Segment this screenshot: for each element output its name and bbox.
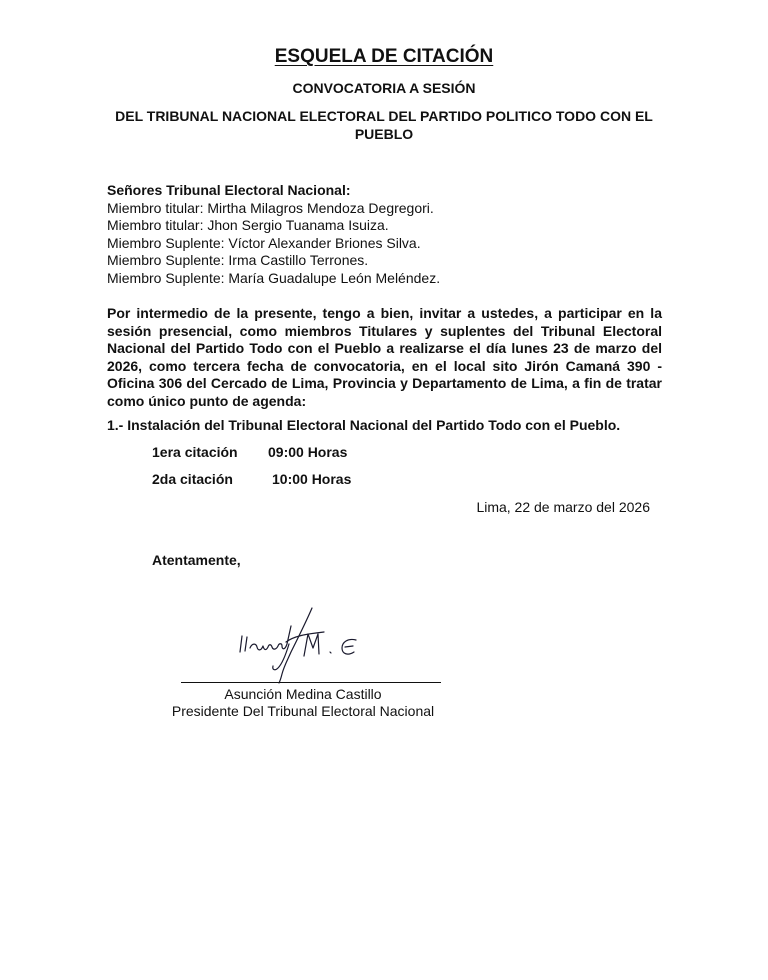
organization-heading: DEL TRIBUNAL NACIONAL ELECTORAL DEL PARTIDO POLITICO TODO CON EL PUEBLO (115, 108, 653, 142)
addressee-block (107, 182, 440, 287)
invitation-paragraph: Por intermedio de la presente, tengo a bien, invitar a ustedes, a participar en la sesión presencial, como miembros Titulares y suplentes del Tribunal Electoral Nacional del Partido Todo con el Pueblo a realizarse el día lunes 23 de marzo del 2026, como tercera fecha de convocatoria, en el local sito Jirón Camaná 390 -Oficina 306 del Cercado de Lima, Provincia y Departamento de Lima, a fin de tratar como único punto de agenda: (107, 305, 662, 409)
place-and-date: Lima, 22 de marzo del 2026 (476, 499, 650, 515)
citation-time: 09:00 Horas (268, 444, 348, 460)
member-line: Miembro titular: Jhon Sergio Tuanama Isuiza. (107, 217, 389, 233)
citation-row (152, 471, 352, 487)
handwritten-signature (228, 604, 378, 684)
citation-row (152, 444, 348, 460)
member-line: Miembro titular: Mirtha Milagros Mendoza Degregori. (107, 199, 434, 216)
agenda-item: 1.- Instalación del Tribunal Electoral Nacional del Partido Todo con el Pueblo. (107, 417, 621, 433)
member-line: Miembro Suplente: María Guadalupe León Meléndez. (107, 269, 441, 286)
signer-name: Asunción Medina Castillo (224, 686, 382, 702)
member-line: Miembro Suplente: Irma Castillo Terrones. (107, 252, 369, 268)
citation-time: 10:00 Horas (272, 471, 352, 487)
signer-block (118, 686, 488, 720)
member-line: Miembro Suplente: Víctor Alexander Briones Silva. (107, 234, 421, 251)
closing-salutation: Atentamente, (152, 552, 241, 568)
citation-label: 1era citación (152, 444, 238, 460)
document-title: ESQUELA DE CITACIÓN (274, 46, 494, 67)
signer-position: Presidente Del Tribunal Electoral Nacional (171, 703, 435, 719)
document-subtitle: CONVOCATORIA A SESIÓN (292, 80, 476, 96)
signature-line (181, 682, 441, 683)
citation-label: 2da citación (152, 471, 233, 487)
addressee-salutation: Señores Tribunal Electoral Nacional: (107, 182, 351, 198)
